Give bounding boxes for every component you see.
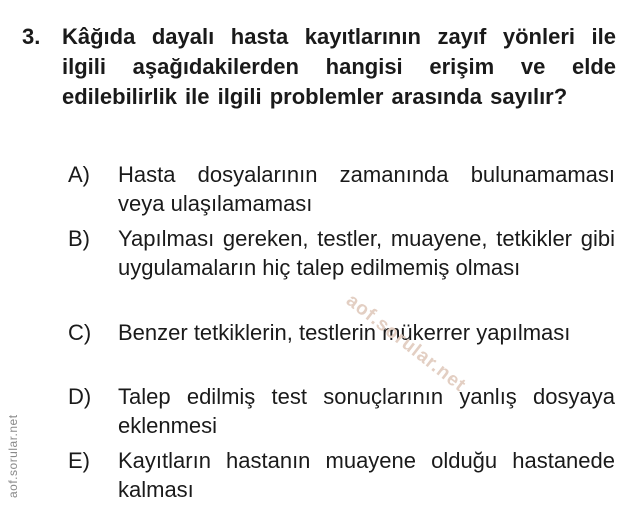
- option-c-text[interactable]: Benzer tetkiklerin, testlerin mükerrer yapılması: [118, 320, 571, 345]
- side-watermark: aof.sorular.net: [6, 414, 20, 498]
- option-e-letter: E): [68, 448, 90, 473]
- question-text: Kâğıda dayalı hasta kayıtlarının zayıf yönleri ile ilgili aşağıdakilerden hangisi erişim ve elde edilebilirlik ile ilgili problemler arasında sayılır?: [62, 24, 616, 109]
- option-c-letter: C): [68, 320, 92, 345]
- question-number: 3.: [22, 24, 41, 49]
- option-a-text[interactable]: Hasta dosyalarının zamanında bulunamaması veya ulaşılamaması: [118, 162, 615, 216]
- option-d-letter: D): [68, 384, 92, 409]
- option-e-text[interactable]: Kayıtların hastanın muayene olduğu hastanede kalması: [118, 448, 615, 502]
- option-b-letter: B): [68, 226, 90, 251]
- option-b-text[interactable]: Yapılması gereken, testler, muayene, tetkikler gibi uygulamaların hiç talep edilmemiş olması: [118, 226, 615, 280]
- option-a-letter: A): [68, 162, 90, 187]
- option-d-text[interactable]: Talep edilmiş test sonuçlarının yanlış dosyaya eklenmesi: [118, 384, 615, 438]
- diagonal-watermark: aof.sorular.net: [342, 290, 470, 397]
